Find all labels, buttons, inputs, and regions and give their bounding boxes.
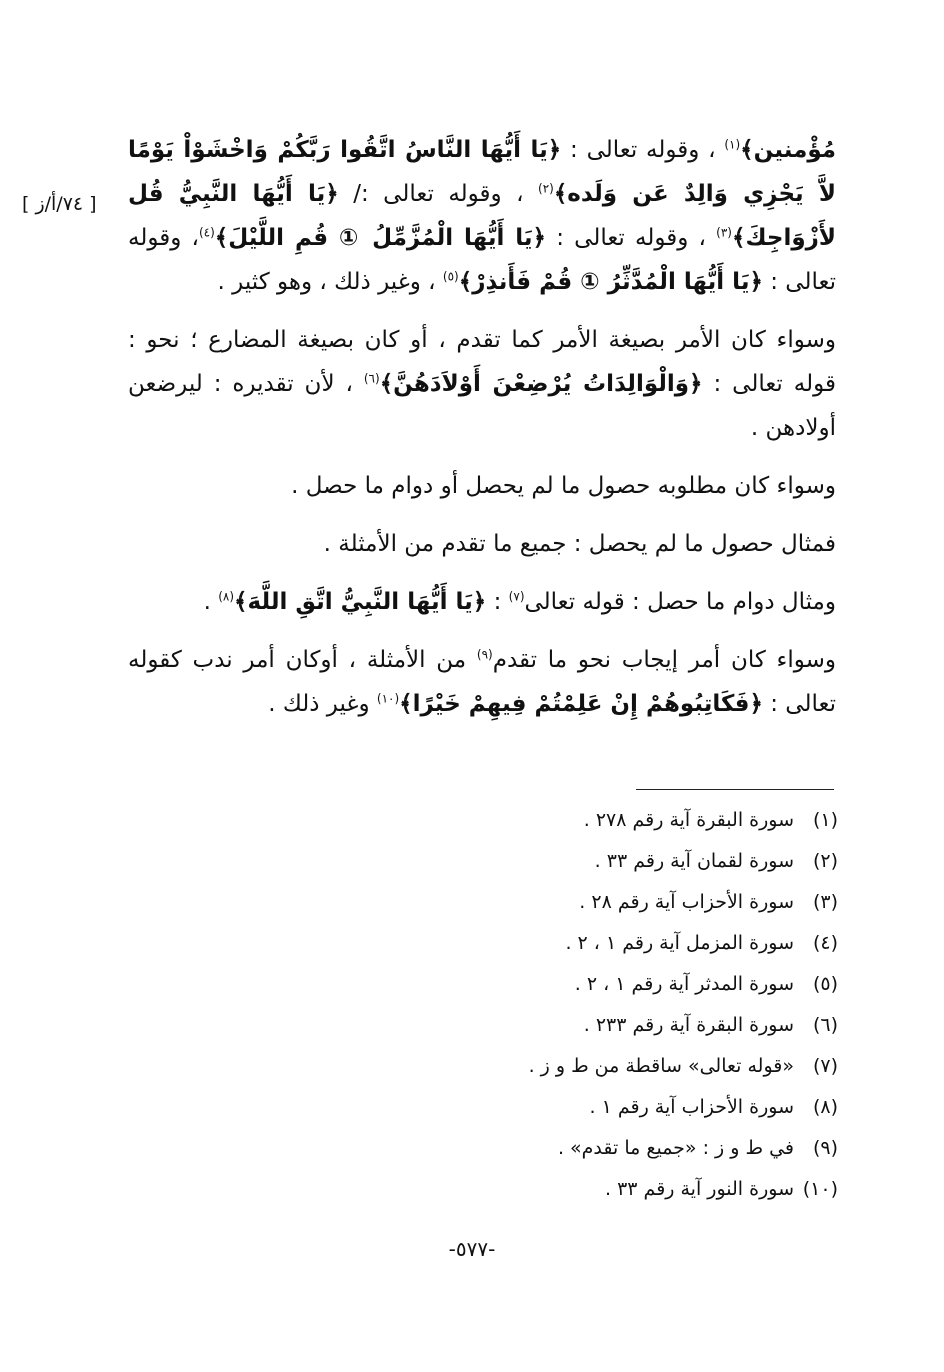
footnote-3 [300, 882, 838, 923]
footnote-ref: (٩) [476, 647, 493, 662]
footnote-number: (٥) [812, 973, 838, 995]
footnote-ref: (١٠) [376, 691, 400, 706]
paragraph-5 [128, 580, 836, 624]
paragraph-6 [128, 638, 836, 726]
main-text [128, 128, 836, 726]
text-run: ، وقوله تعالى : [546, 225, 717, 251]
text-run: وغير ذلك . [268, 691, 377, 717]
footnotes-list [300, 800, 838, 1210]
footnote-text: سورة الأحزاب آية رقم ٢٨ . [579, 891, 794, 913]
footnote-4 [300, 923, 838, 964]
paragraph-1 [128, 128, 836, 304]
footnote-text: سورة لقمان آية رقم ٣٣ . [594, 850, 794, 872]
paragraph-4: فمثال حصول ما لم يحصل : جميع ما تقدم من الأمثلة . [323, 531, 836, 557]
footnote-8 [300, 1087, 838, 1128]
footnote-6 [300, 1005, 838, 1046]
footnote-number: (٣) [812, 891, 838, 913]
text-run: . [203, 589, 219, 615]
quran-quote: ﴿يَا أَيُّهَا الْمُزَّمِّلُ ① قُمِ اللَّيْلَ﴾ [214, 225, 547, 251]
footnote-number: (٢) [812, 850, 838, 872]
footnote-text: في ط و ز : «جميع ما تقدم» . [557, 1137, 794, 1159]
text-run: وسواء كان الأمر بصيغة الأمر كما تقدم ، أو كان بصيغة المضارع ؛ نحو : قوله تعالى : [128, 327, 836, 397]
footnote-5 [300, 964, 838, 1005]
footnote-number: (٦) [812, 1014, 838, 1036]
footnote-1 [300, 800, 838, 841]
footnote-ref: (١) [724, 137, 741, 152]
footnote-text: سورة المدثر آية رقم ١ ، ٢ . [574, 973, 794, 995]
footnote-ref: (٢) [538, 181, 554, 196]
text-run: ، وقوله تعالى : [561, 137, 725, 163]
footnote-number: (١٠) [802, 1178, 838, 1200]
text-run: ، لأن تقديره : ليرضعن أولادهن . [128, 371, 836, 441]
footnote-number: (٧) [812, 1055, 838, 1077]
footnote-ref: (٧) [508, 589, 525, 604]
text-run: : [486, 589, 509, 615]
text-run: ، وقوله تعالى : [128, 225, 836, 295]
quran-quote: ﴿فَكَاتِبُوهُمْ إِنْ عَلِمْتُمْ فِيهِمْ خَيْرًا﴾ [399, 691, 763, 717]
footnote-number: (١) [812, 809, 838, 831]
footnote-number: (٨) [812, 1096, 838, 1118]
footnote-text: سورة المزمل آية رقم ١ ، ٢ . [565, 932, 794, 954]
text-run: ، وقوله تعالى :/ [338, 181, 538, 207]
footnote-ref: (٦) [363, 371, 380, 386]
footnote-text: «قوله تعالى» ساقطة من ط و ز . [528, 1055, 794, 1077]
footnote-ref: (٨) [218, 589, 235, 604]
text-run: وسواء كان أمر إيجاب نحو ما تقدم [492, 647, 836, 673]
page-number: -٥٧٧- [448, 1237, 496, 1261]
quran-quote: ﴿يَا أَيُّهَا النَّبِيُّ اتَّقِ اللَّهَ﴾ [234, 589, 487, 615]
footnote-text: سورة الأحزاب آية رقم ١ . [589, 1096, 794, 1118]
footnote-2 [300, 841, 838, 882]
footnote-number: (٩) [812, 1137, 838, 1159]
quran-fragment: مُؤْمنين﴾ [740, 137, 837, 163]
manuscript-folio-marker: [ ٧٤/أ/ز ] [22, 193, 97, 215]
paragraph-2 [128, 318, 836, 450]
footnote-ref: (٣) [716, 225, 732, 240]
footnote-text: سورة البقرة آية رقم ٢٧٨ . [583, 809, 794, 831]
footnote-separator [636, 789, 834, 790]
quran-quote: ﴿يَا أَيُّهَا النَّاسُ اتَّقُوا رَبَّكُمْ وَاخْشَوْاْ يَوْمًا لاَّ يَجْزِي وَالِدٌ عَن وَلَده﴾ [128, 137, 836, 207]
text-run: من الأمثلة ، أوكان أمر ندب كقوله تعالى : [128, 647, 836, 717]
footnote-ref: (٤) [198, 225, 215, 240]
quran-quote: ﴿يَا أَيُّهَا الْمُدَّثِّرُ ① قُمْ فَأَنذِرْ﴾ [458, 269, 763, 295]
footnote-ref: (٥) [442, 269, 459, 284]
footnote-number: (٤) [812, 932, 838, 954]
footnote-text: سورة البقرة آية رقم ٢٣٣ . [583, 1014, 794, 1036]
footnote-text: سورة النور آية رقم ٣٣ . [605, 1178, 794, 1200]
text-run: ، وغير ذلك ، وهو كثير . [217, 269, 443, 295]
quran-quote: ﴿يَا أَيُّهَا النَّبِيُّ قُل لأَزْوَاجِكَ﴾ [128, 181, 836, 251]
footnote-7 [300, 1046, 838, 1087]
footnote-10 [300, 1169, 838, 1210]
text-run: ومثال دوام ما حصل : قوله تعالى [524, 589, 836, 615]
footnote-9 [300, 1128, 838, 1169]
paragraph-3: وسواء كان مطلوبه حصول ما لم يحصل أو دوام ما حصل . [291, 473, 836, 499]
quran-quote: ﴿وَالْوَالِدَاتُ يُرْضِعْنَ أَوْلاَدَهُنَّ﴾ [379, 371, 703, 397]
